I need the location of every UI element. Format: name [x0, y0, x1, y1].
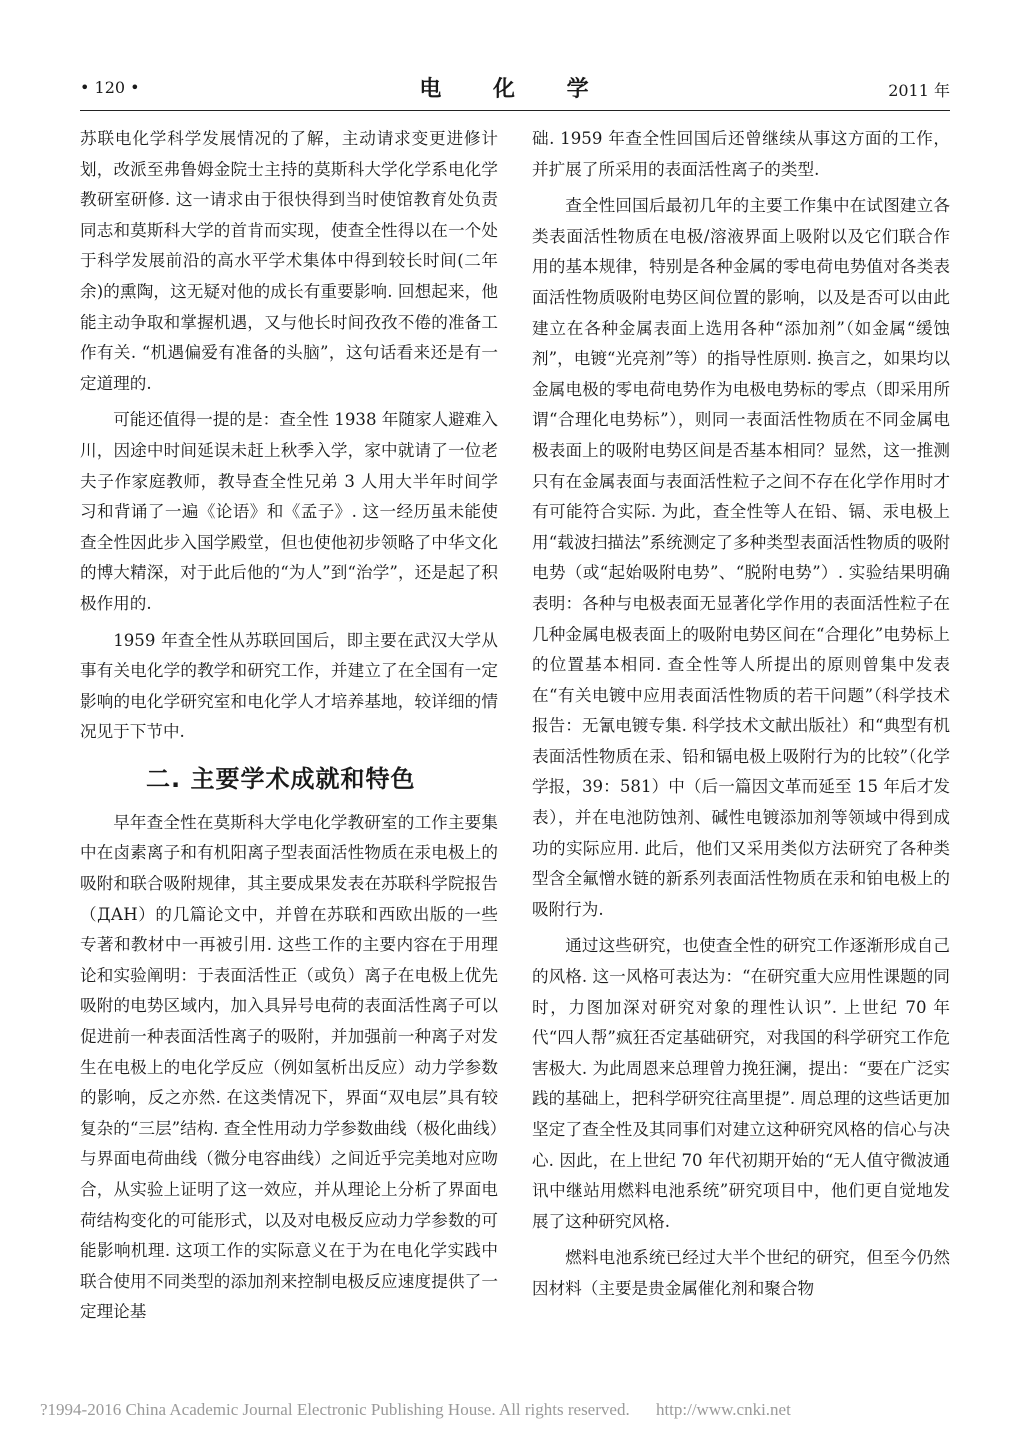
paragraph: 通过这些研究，也使查全性的研究工作逐渐形成自己的风格. 这一风格可表达为：“在研究重大应用性课题的同时，力图加深对研究对象的理性认识”. 上世纪 70 年代“四人帮”疯狂否定基础研究，对我国的科学研究工作危害极大. 为此周恩来总理曾力挽狂澜，提出：“要在广泛实践的基础上，把科学研究往高里提”. 周总理的这些话更加坚定了查全性及其同事们对建立这种研究风格的信心与决心. 因此，在上世纪 70 年代初期开始的“无人值守微波通讯中继站用燃料电池系统”研究项目中，他们更自觉地发展了这种研究风格. [532, 936, 950, 1231]
paragraph: 可能还值得一提的是：查全性 1938 年随家人避难入川，因途中时间延误未赶上秋季入学，家中就请了一位老夫子作家庭教师，教导查全性兄弟 3 人用大半年时间学习和背诵了一遍《论语》和《孟子》. 这一经历虽未能使查全性因此步入国学殿堂，但也使他初步领略了中华文化的博大精深，对于此后他的“为人”到“治学”，还是起了积极作用的. [80, 410, 498, 613]
copyright-footer [40, 1400, 1000, 1420]
paragraph: 苏联电化学科学发展情况的了解，主动请求变更进修计划，改派至弗鲁姆金院士主持的莫斯科大学化学系电化学教研室研修. 这一请求由于很快得到当时使馆教育处负责同志和莫斯科大学的首肯而实现，使查全性得以在一个处于科学发展前沿的高水平学术集体中得到较长时间(二年余)的熏陶，这无疑对他的成长有重要影响. 回想起来，他能主动争取和掌握机遇，又与他长时间孜孜不倦的准备工作有关. “机遇偏爱有准备的头脑”，这句话看来还是有一定道理的. [80, 129, 498, 393]
right-column [532, 124, 950, 1305]
paragraph: 础. 1959 年查全性回国后还曾继续从事这方面的工作，并扩展了所采用的表面活性离子的类型. [532, 129, 950, 179]
running-header [80, 72, 950, 112]
section-heading: 二. 主要学术成就和特色 [146, 764, 416, 793]
publication-year: 2011 年 [888, 81, 950, 100]
cnki-link[interactable]: http://www.cnki.net [655, 1400, 791, 1419]
paragraph: 燃料电池系统已经过大半个世纪的研究，但至今仍然因材料（主要是贵金属催化剂和聚合物 [532, 1248, 950, 1298]
journal-title: 电 化 学 [419, 76, 611, 102]
paragraph: 1959 年查全性从苏联回国后，即主要在武汉大学从事有关电化学的教学和研究工作，并建立了在全国有一定影响的电化学研究室和电化学人才培养基地，较详细的情况见于下节中. [80, 630, 498, 742]
left-column [80, 124, 498, 1328]
paragraph: 早年查全性在莫斯科大学电化学教研室的工作主要集中在卤素离子和有机阳离子型表面活性物质在汞电极上的吸附和联合吸附规律，其主要成果发表在苏联科学院报告（ДАН）的几篇论文中，并曾在苏联和西欧出版的一些专著和教材中一再被引用. 这些工作的主要内容在于用理论和实验阐明：于表面活性正（或负）离子在电极上优先吸附的电势区域内，加入具异号电荷的表面活性离子可以促进前一种表面活性离子的吸附，并加强前一种离子对发生在电极上的电化学反应（例如氢析出反应）动力学参数的影响，反之亦然. 在这类情况下，界面“双电层”具有较复杂的“三层”结构. 查全性用动力学参数曲线（极化曲线）与界面电荷曲线（微分电容曲线）之间近乎完美地对应吻合，从实验上证明了这一效应，并从理论上分析了界面电荷结构变化的可能形式，以及对电极反应动力学参数的可能影响机理. 这项工作的实际意义在于为在电化学实践中联合使用不同类型的添加剂来控制电极反应速度提供了一定理论基 [80, 812, 498, 1322]
page-number: • 120 • [80, 78, 140, 97]
paragraph: 查全性回国后最初几年的主要工作集中在试图建立各类表面活性物质在电极/溶液界面上吸附以及它们联合作用的基本规律，特别是各种金属的零电荷电势值对各类表面活性物质吸附电势区间位置的影响，以及是否可以由此建立在各种金属表面上选用各种“添加剂”（如金属“缓蚀剂”，电镀“光亮剂”等）的指导性原则. 换言之，如果均以金属电极的零电荷电势作为电极电势标的零点（即采用所谓“合理化电势标”），则同一表面活性物质在不同金属电极表面上的吸附电势区间是否基本相同？显然，这一推测只有在金属表面与表面活性粒子之间不存在化学作用时才有可能符合实际. 为此，查全性等人在铅、镉、汞电极上用“载波扫描法”系统测定了多种类型表面活性物质的吸附电势（或“起始吸附电势”、“脱附电势”）. 实验结果明确表明：各种与电极表面无显著化学作用的表面活性粒子在几种金属电极表面上的吸附电势区间在“合理化”电势标上的位置基本相同. 查全性等人所提出的原则曾集中发表在“有关电镀中应用表面活性物质的若干问题”（科学技术报告：无氰电镀专集. 科学技术文献出版社）和“典型有机表面活性物质在汞、铅和镉电极上吸附行为的比较”（化学学报，39：581）中（后一篇因文革而延至 15 年后才发表），并在电池防蚀剂、碱性电镀添加剂等领域中得到成功的实际应用. 此后，他们又采用类似方法研究了各种类型含全氟憎水链的新系列表面活性物质在汞和铂电极上的吸附行为. [532, 196, 950, 919]
copyright-text: ?1994-2016 China Academic Journal Electronic Publishing House. All rights reserved. [40, 1400, 630, 1419]
header-rule [80, 110, 950, 111]
